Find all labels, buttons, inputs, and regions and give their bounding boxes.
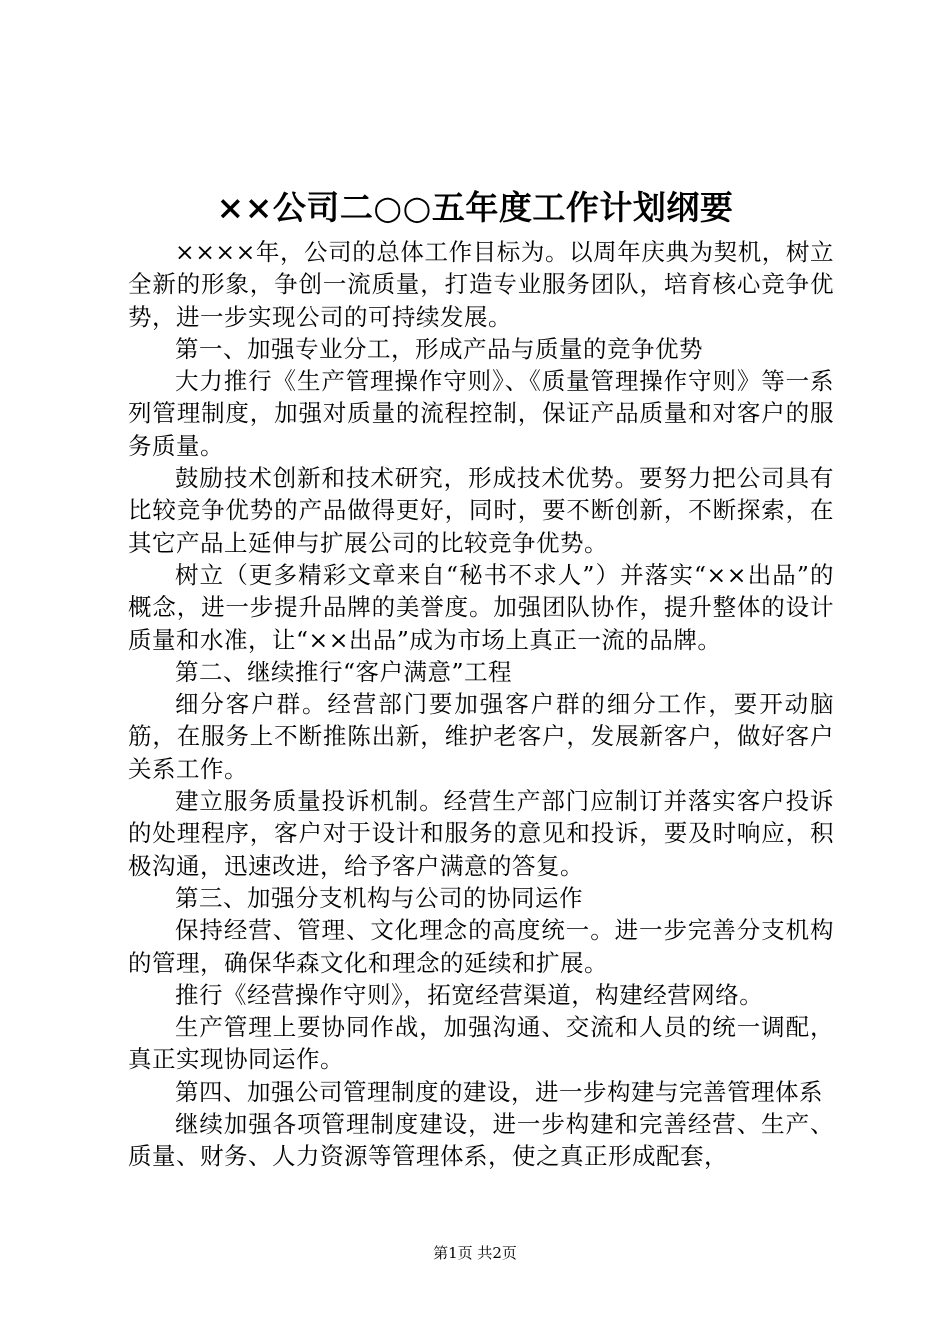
section-heading-3: 第三、加强分支机构与公司的协同运作 — [175, 883, 583, 912]
paragraph: 继续加强各项管理制度建设，进一步构建和完善经营、生产、质量、财务、人力资源等管理体系，使之真正形成配套， — [128, 1110, 834, 1171]
document-title: ××公司二○○五年度工作计划纲要 — [216, 188, 734, 227]
paragraph-intro: ××××年，公司的总体工作目标为。以周年庆典为契机，树立全新的形象，争创一流质量，打造专业服务团队，培育核心竞争优势，进一步实现公司的可持续发展。 — [128, 238, 834, 331]
paragraph: 鼓励技术创新和技术研究，形成技术优势。要努力把公司具有比较竞争优势的产品做得更好，同时，要不断创新，不断探索，在其它产品上延伸与扩展公司的比较竞争优势。 — [128, 464, 834, 557]
paragraph: 大力推行《生产管理操作守则》、《质量管理操作守则》等一系列管理制度，加强对质量的流程控制，保证产品质量和对客户的服务质量。 — [128, 367, 834, 460]
section-heading-1: 第一、加强专业分工，形成产品与质量的竞争优势 — [175, 334, 703, 363]
paragraph: 保持经营、管理、文化理念的高度统一。进一步完善分支机构的管理，确保华森文化和理念的延续和扩展。 — [128, 916, 834, 977]
page-number-footer: 第1页 共2页 — [433, 1244, 517, 1262]
paragraph: 细分客户群。经营部门要加强客户群的细分工作，要开动脑筋，在服务上不断推陈出新，维护老客户，发展新客户，做好客户关系工作。 — [128, 690, 834, 783]
paragraph: 建立服务质量投诉机制。经营生产部门应制订并落实客户投诉的处理程序，客户对于设计和服务的意见和投诉，要及时响应，积极沟通，迅速改进，给予客户满意的答复。 — [128, 787, 834, 880]
paragraph: 推行《经营操作守则》，拓宽经营渠道，构建经营网络。 — [175, 980, 764, 1009]
section-heading-2: 第二、继续推行“客户满意”工程 — [175, 657, 513, 686]
section-heading-4: 第四、加强公司管理制度的建设，进一步构建与完善管理体系 — [175, 1077, 823, 1106]
paragraph: 生产管理上要协同作战，加强沟通、交流和人员的统一调配，真正实现协同运作。 — [128, 1013, 834, 1074]
paragraph: 树立（更多精彩文章来自“秘书不求人”）并落实“××出品”的概念，进一步提升品牌的美誉度。加强团队协作，提升整体的设计质量和水准，让“××出品”成为市场上真正一流的品牌。 — [128, 560, 834, 654]
document-body — [128, 236, 834, 1173]
